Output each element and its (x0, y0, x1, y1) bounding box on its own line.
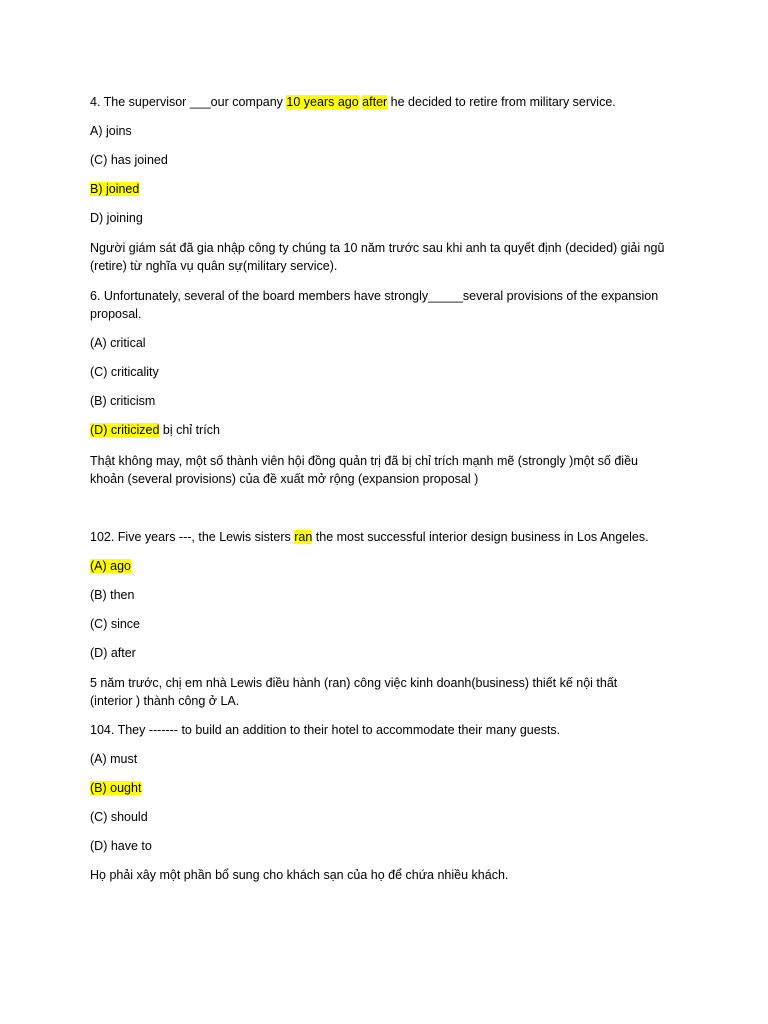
q4-translation-line-1: Người giám sát đã gia nhập công ty chúng ta 10 năm trước sau khi anh ta quyết định (decided) giải ngũ (90, 241, 665, 255)
q102-answer-highlight: (A) ago (90, 559, 131, 573)
q104-option-a: (A) must (90, 752, 138, 766)
q6-option-d-answer (90, 421, 220, 439)
q4-stem-highlight-1: 10 years ago (286, 95, 359, 109)
q102-stem-part-b: the most successful interior design business in Los Angeles. (312, 530, 649, 544)
q4-option-b-answer (90, 180, 139, 198)
q102-option-c: (C) since (90, 617, 141, 631)
q104-translation: Họ phải xây một phần bổ sung cho khách sạn của họ để chứa nhiều khách. (90, 868, 509, 882)
q4-stem-highlight-2: after (362, 95, 388, 109)
q6-answer-note: bị chỉ trích (159, 423, 220, 437)
q102-translation-line-1: 5 năm trước, chị em nhà Lewis điều hành (ran) công việc kinh doanh(business) thiết kế nội thất (90, 676, 618, 690)
q104-option-d: (D) have to (90, 839, 152, 853)
q6-stem-line-1: 6. Unfortunately, several of the board members have strongly_____several provisions of the expansion (90, 289, 659, 303)
document-page (90, 0, 690, 1024)
q6-option-a: (A) critical (90, 336, 146, 350)
q104-option-c: (C) should (90, 810, 148, 824)
q102-stem-highlight: ran (294, 530, 313, 544)
q4-stem-part-a: 4. The supervisor ___our company (90, 95, 287, 109)
q4-answer-highlight: B) joined (90, 182, 140, 196)
q104-answer-highlight: (B) ought (90, 781, 142, 795)
q102-option-b: (B) then (90, 588, 135, 602)
q6-option-c: (C) criticality (90, 365, 159, 379)
q102-option-d: (D) after (90, 646, 136, 660)
q4-stem (90, 93, 616, 111)
q4-option-d: D) joining (90, 211, 143, 225)
q6-stem-line-2: proposal. (90, 307, 142, 321)
q104-stem: 104. They ------- to build an addition to their hotel to accommodate their many guests. (90, 723, 561, 737)
q6-translation-line-2: khoản (several provisions) của đề xuất mở rộng (expansion proposal ) (90, 472, 479, 486)
q104-option-b-answer (90, 779, 141, 797)
q102-translation-line-2: (interior ) thành công ở LA. (90, 694, 240, 708)
q4-stem-part-b: he decided to retire from military service. (387, 95, 616, 109)
q6-answer-highlight: (D) criticized (90, 423, 160, 437)
q4-translation-line-2: (retire) từ nghĩa vụ quân sự(military service). (90, 259, 338, 273)
q4-option-c: (C) has joined (90, 153, 168, 167)
q6-translation-line-1: Thật không may, một số thành viên hội đồng quản trị đã bị chỉ trích mạnh mẽ (strongly )một số điều (90, 454, 638, 468)
q6-option-b: (B) criticism (90, 394, 156, 408)
q102-stem (90, 528, 649, 546)
q102-option-a-answer (90, 557, 131, 575)
q4-option-a: A) joins (90, 124, 132, 138)
q102-stem-part-a: 102. Five years ---, the Lewis sisters (90, 530, 295, 544)
